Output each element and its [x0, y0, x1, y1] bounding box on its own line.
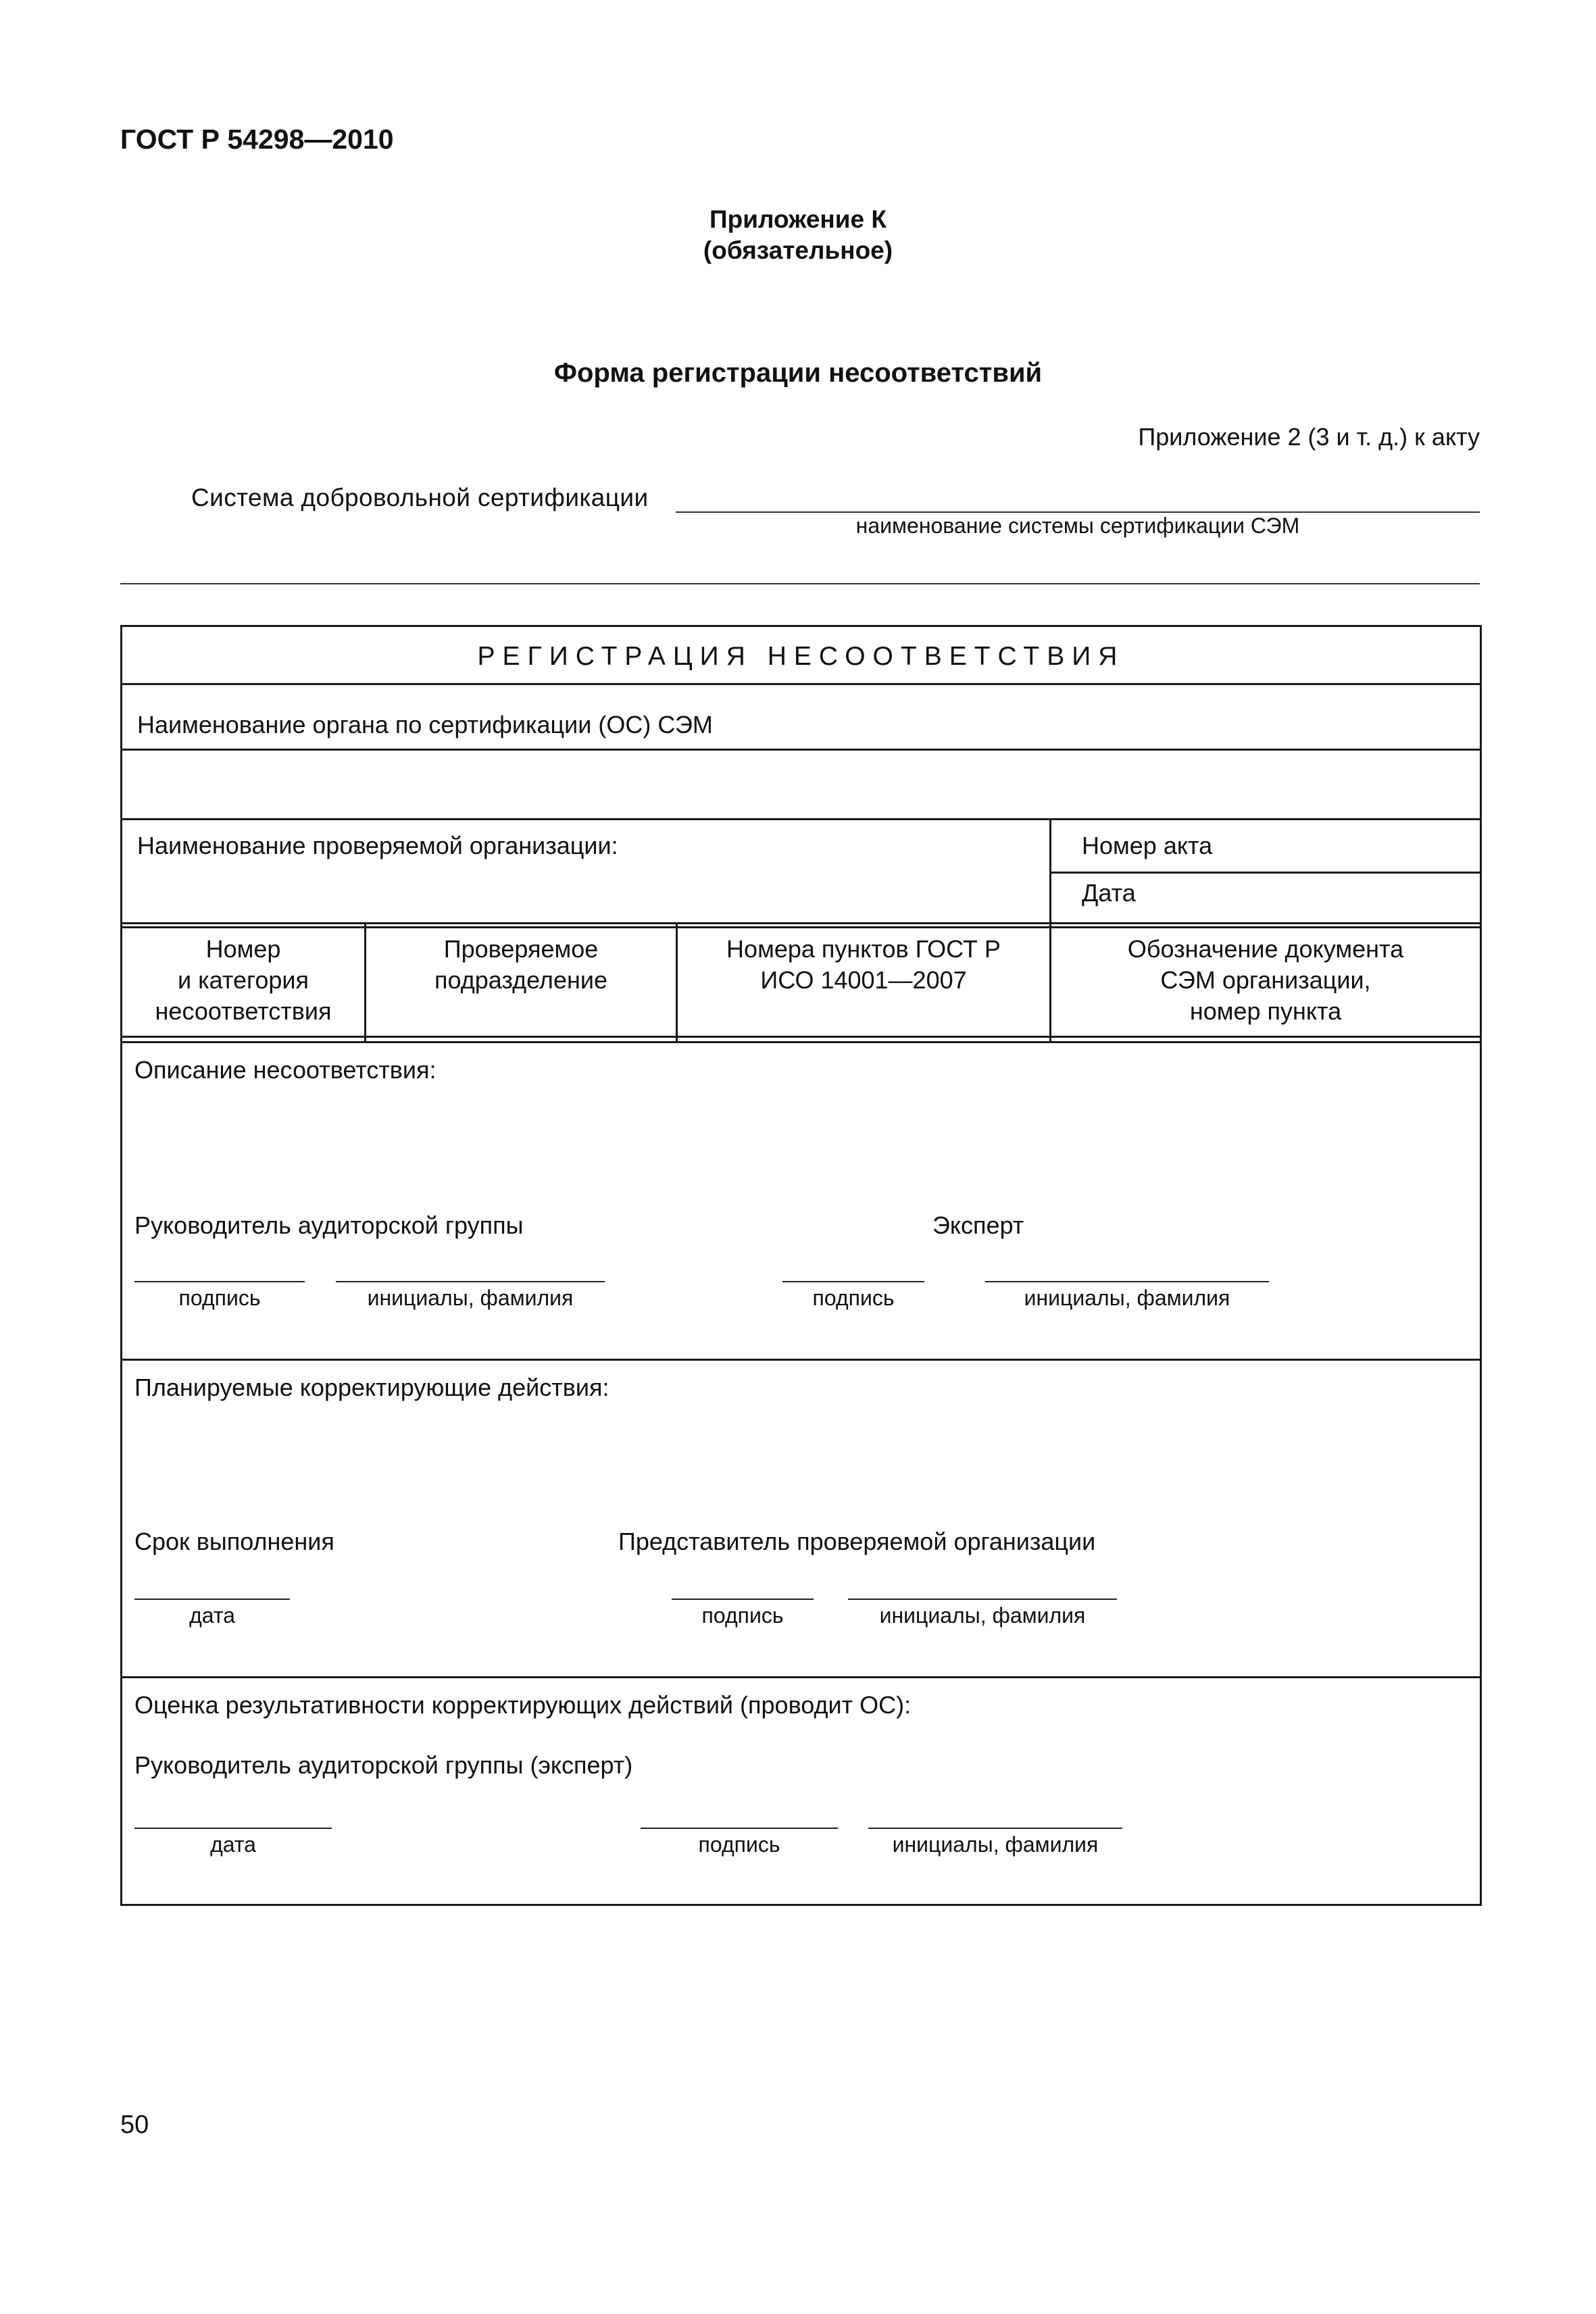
signature-caption: подпись [701, 1603, 784, 1628]
evaluation-label: Оценка результативности корректирующих действий (проводит ОС): [134, 1691, 912, 1719]
row-divider [122, 1036, 1480, 1038]
date-caption: дата [189, 1603, 235, 1628]
appendix-title [0, 204, 1596, 266]
name-caption: инициалы, фамилия [892, 1832, 1099, 1857]
page-number: 50 [120, 2111, 149, 2139]
appendix-reference: Приложение 2 (3 и т. д.) к акту [1138, 423, 1480, 451]
signature-caption: подпись [812, 1286, 895, 1310]
act-date-label: Дата [1082, 879, 1136, 907]
auditor-signature-line[interactable] [134, 1281, 305, 1282]
deadline-label: Срок выполнения [134, 1528, 334, 1555]
cert-body-label: Наименование органа по сертификации (ОС) СЭМ [137, 711, 713, 738]
evaluation-signature-line[interactable] [641, 1828, 838, 1829]
date-caption: дата [210, 1832, 256, 1857]
signature-caption: подпись [698, 1832, 780, 1857]
blank-fill-line[interactable] [120, 583, 1480, 584]
org-name-label: Наименование проверяемой организации: [137, 832, 618, 859]
description-label: Описание несоответствия: [134, 1056, 437, 1084]
row-divider [122, 683, 1480, 685]
row-divider [122, 749, 1480, 751]
deadline-date-line[interactable] [134, 1599, 290, 1600]
representative-name-line[interactable] [848, 1599, 1117, 1600]
row-divider [122, 922, 1480, 924]
nonconformity-form [120, 625, 1482, 1906]
name-caption: инициалы, фамилия [1024, 1286, 1230, 1310]
appendix-status: (обязательное) [703, 236, 893, 264]
row-divider [122, 818, 1480, 820]
certification-system-label: Система добровольной сертификации [191, 484, 649, 511]
row-divider [122, 926, 1480, 928]
expert-name-line[interactable] [985, 1281, 1269, 1282]
certification-system-caption: наименование системы сертификации СЭМ [855, 513, 1300, 538]
representative-signature-line[interactable] [672, 1599, 814, 1600]
expert-label: Эксперт [932, 1211, 1024, 1239]
signature-caption: подпись [178, 1286, 261, 1310]
representative-label: Представитель проверяемой организации [618, 1528, 1096, 1555]
lead-auditor-label: Руководитель аудиторской группы [134, 1211, 524, 1239]
name-caption: инициалы, фамилия [367, 1286, 574, 1310]
name-caption: инициалы, фамилия [879, 1603, 1086, 1628]
column-header-nonconformity-number: Номер и категория несоответствия [155, 935, 332, 1025]
expert-signature-line[interactable] [782, 1281, 924, 1282]
cert-body-field[interactable] [128, 755, 1472, 813]
act-number-label: Номер акта [1082, 832, 1213, 859]
column-header-document-reference: Обозначение документа СЭМ организации, номер пункта [1127, 935, 1404, 1025]
row-divider [122, 1676, 1480, 1678]
form-heading: РЕГИСТРАЦИЯ НЕСООТВЕТСТВИЯ [477, 642, 1125, 671]
evaluation-date-line[interactable] [134, 1828, 332, 1829]
row-divider [1049, 872, 1480, 874]
evaluation-name-line[interactable] [868, 1828, 1122, 1829]
column-header-standard-clauses: Номера пунктов ГОСТ Р ИСО 14001—2007 [726, 935, 1001, 994]
form-title: Форма регистрации несоответствий [553, 358, 1043, 388]
actions-label: Планируемые корректирующие действия: [134, 1374, 609, 1401]
certification-system-field[interactable] [676, 511, 1480, 513]
evaluation-lead-auditor-label: Руководитель аудиторской группы (эксперт) [134, 1751, 633, 1779]
column-header-department: Проверяемое подразделение [434, 935, 607, 994]
document-header: ГОСТ Р 54298—2010 [120, 124, 394, 155]
appendix-name: Приложение К [709, 205, 887, 233]
row-divider [122, 1041, 1480, 1043]
auditor-name-line[interactable] [336, 1281, 605, 1282]
row-divider [122, 1359, 1480, 1361]
